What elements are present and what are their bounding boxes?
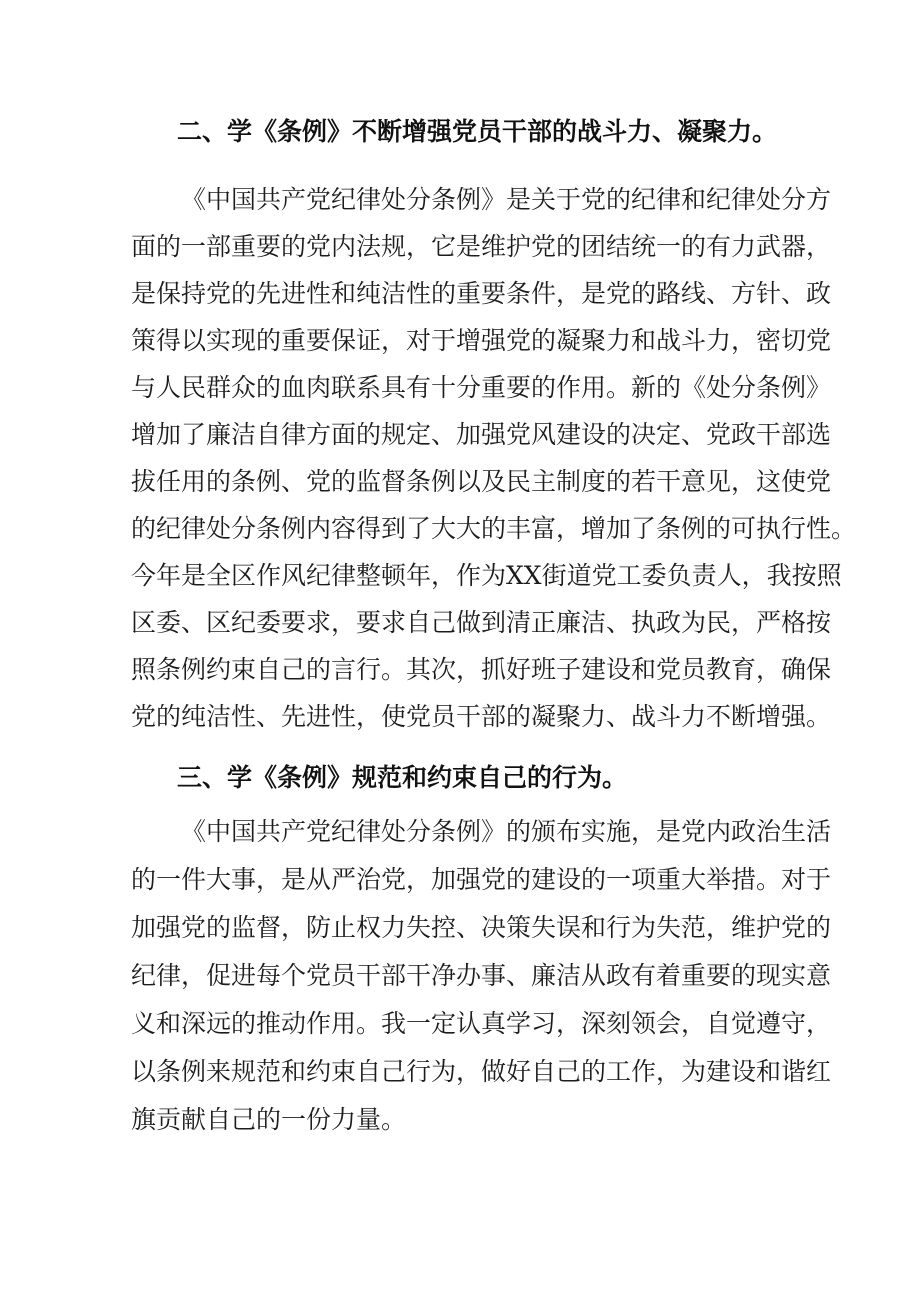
section-heading-2: 二、学《条例》不断增强党员干部的战斗力、凝聚力。 [177, 117, 778, 146]
paragraph-line: 义和深远的推动作用。我一定认真学习，深刻领会，自觉遵守， [131, 1009, 832, 1038]
paragraph-line: 的一件大事，是从严治党，加强党的建设的一项重大举措。对于 [131, 865, 832, 894]
paragraph-line: 是保持党的先进性和纯洁性的重要条件，是党的路线、方针、政 [131, 279, 832, 308]
paragraph-line: 《中国共产党纪律处分条例》的颁布实施，是党内政治生活 [181, 817, 832, 846]
paragraph-line: 《中国共产党纪律处分条例》是关于党的纪律和纪律处分方 [181, 185, 832, 214]
paragraph-line: 与人民群众的血肉联系具有十分重要的作用。新的《处分条例》 [131, 373, 832, 402]
paragraph-line: 旗贡献自己的一份力量。 [131, 1105, 407, 1134]
paragraph-line: 纪律，促进每个党员干部干净办事、廉洁从政有着重要的现实意 [131, 961, 832, 990]
paragraph-line: 区委、区纪委要求，要求自己做到清正廉洁、执政为民，严格按 [131, 608, 832, 637]
paragraph-line: 面的一部重要的党内法规，它是维护党的团结统一的有力武器， [131, 232, 832, 261]
paragraph-line: 加强党的监督，防止权力失控、决策失误和行为失范，维护党的 [131, 913, 832, 942]
paragraph-line: 策得以实现的重要保证，对于增强党的凝聚力和战斗力，密切党 [131, 326, 832, 355]
paragraph-line: 的纪律处分条例内容得到了大大的丰富，增加了条例的可执行性。 [131, 514, 857, 543]
paragraph-line: 今年是全区作风纪律整顿年，作为XX街道党工委负责人，我按照 [131, 561, 842, 590]
paragraph-line: 照条例约束自己的言行。其次，抓好班子建设和党员教育，确保 [131, 655, 832, 684]
paragraph-line: 以条例来规范和约束自己行为，做好自己的工作，为建设和谐红 [131, 1057, 832, 1086]
paragraph-line: 拔任用的条例、党的监督条例以及民主制度的若干意见，这使党 [131, 467, 832, 496]
section-heading-3: 三、学《条例》规范和约束自己的行为。 [177, 763, 628, 792]
paragraph-line: 党的纯洁性、先进性，使党员干部的凝聚力、战斗力不断增强。 [131, 702, 832, 731]
paragraph-line: 增加了廉洁自律方面的规定、加强党风建设的决定、党政干部选 [131, 420, 832, 449]
